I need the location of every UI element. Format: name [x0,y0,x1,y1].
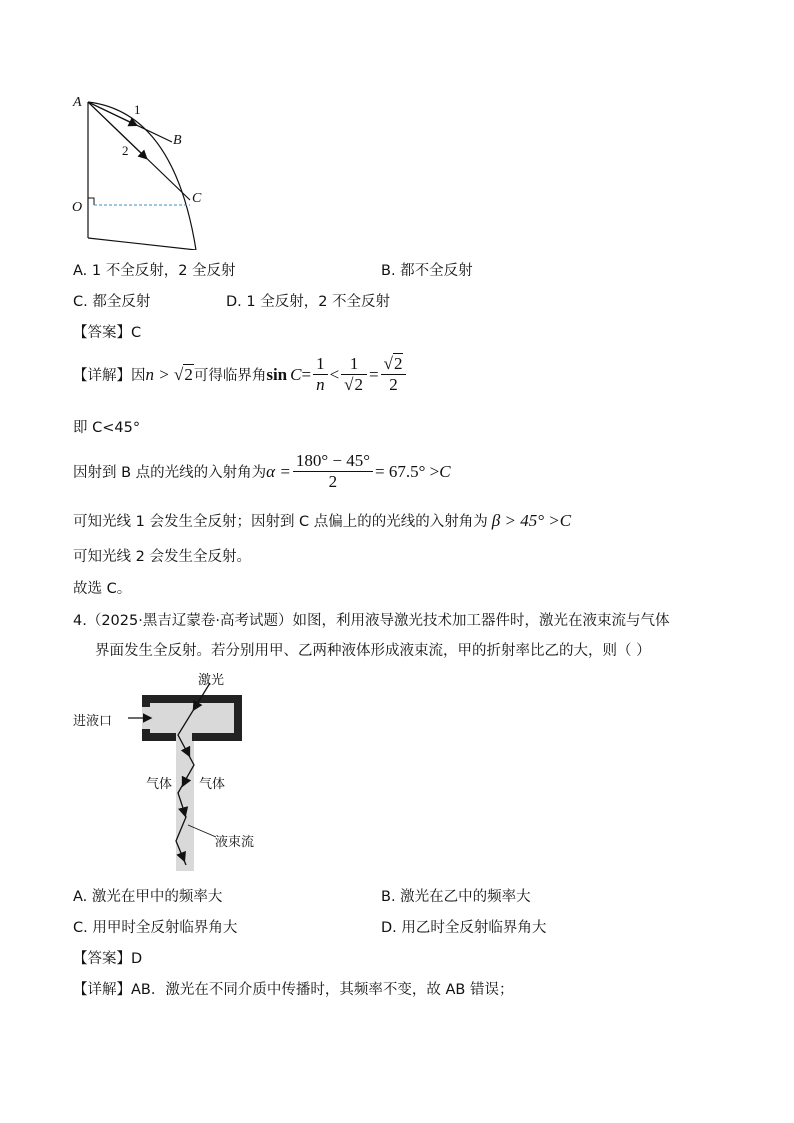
label-A: A [73,95,82,110]
q3-c-lt-45: 即 C<45° [73,420,141,436]
label-ray2: 2 [122,143,129,158]
laser-label: 激光 [198,673,225,688]
inlet-label: 进液口 [73,714,113,729]
q4-stem-line1: 4.（2025·黑吉辽蒙卷·高考试题）如图，利用液导激光技术加工器件时，激光在液束流与气体 [73,613,670,629]
detail-prefix: 【详解】因 [73,368,146,384]
q3-answer: 【答案】C [73,325,142,341]
q4-option-A[interactable]: A. 激光在甲中的频率大 [73,889,223,905]
q3-detail-line: 【详解】因 n > √2 可得临界角 sin C = $\frac{1}{n}$ < $\frac{1}{√2}$ = $\frac{√2}{2}$ [73,354,408,395]
stream-label: 液束流 [215,835,255,850]
q4-option-C[interactable]: C. 用甲时全反射临界角大 [73,920,238,936]
gas-left-label: 气体 [146,777,173,792]
gas-right-label: 气体 [199,777,226,792]
q3-conclusion: 故选 C。 [73,581,132,597]
label-C: C [192,191,202,206]
q4-option-B[interactable]: B. 激光在乙中的频率大 [381,889,531,905]
detail-mid: 可得临界角 [193,368,267,384]
label-B: B [173,133,182,148]
label-ray1: 1 [134,102,141,117]
label-O: O [72,200,83,215]
q3-option-A[interactable]: A. 1 不全反射，2 全反射 [73,263,236,279]
q4-stem-line2: 界面发生全反射。若分别用甲、乙两种液体形成液束流，甲的折射率比乙的大，则（ ） [95,643,651,659]
q3-option-C[interactable]: C. 都全反射 [73,294,151,310]
q3-ray1-line: 可知光线 1 会发生全反射；因射到 C 点偏上的的光线的入射角为 β > 45° > C [73,510,572,530]
q3-ray2-line: 可知光线 2 会发生全反射。 [73,549,251,565]
q4-detail: 【详解】AB．激光在不同介质中传播时，其频率不变，故 AB 错误； [73,982,514,998]
q3-option-D[interactable]: D. 1 全反射，2 不全反射 [226,294,391,310]
q4-option-D[interactable]: D. 用乙时全反射临界角大 [381,920,547,936]
q3-option-B[interactable]: B. 都不全反射 [381,263,473,279]
q4-answer: 【答案】D [73,951,143,967]
q3-incidence-line: 因射到 B 点的光线的入射角为 α = $\frac{180^\circ - 45^\circ}{2}$ = 67.5° > C [73,451,451,491]
